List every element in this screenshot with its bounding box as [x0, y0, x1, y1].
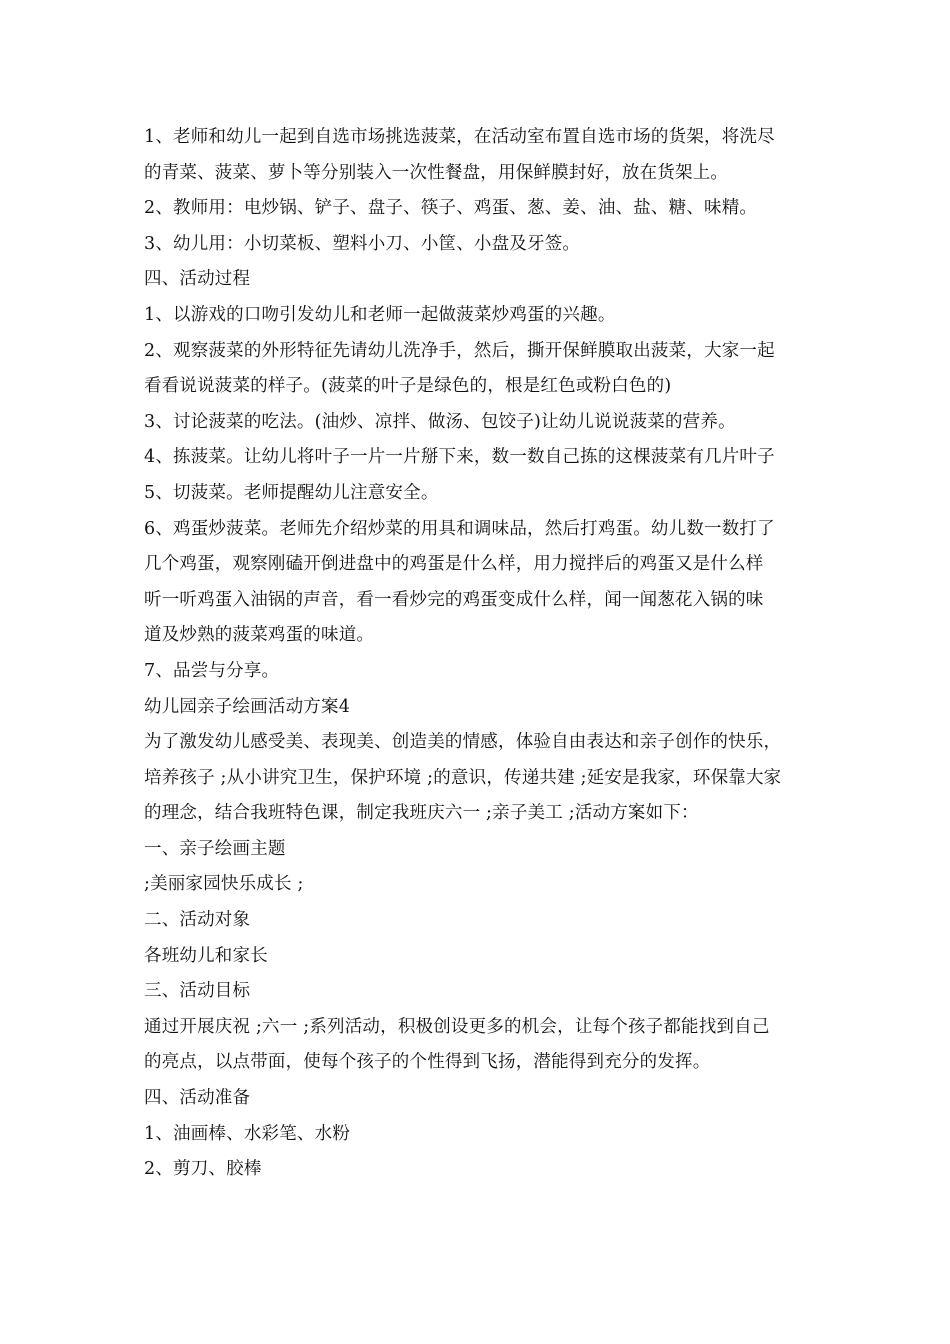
text-line: 5、切菠菜。老师提醒幼儿注意安全。 [144, 482, 439, 503]
section-heading: 四、活动过程 [144, 269, 251, 290]
text-line: 看看说说菠菜的样子。(菠菜的叶子是绿色的，根是红色或粉白色的) [144, 376, 672, 397]
document-body [144, 120, 810, 1188]
text-line: 的理念，结合我班特色课，制定我班庆六一 ;亲子美工 ;活动方案如下： [144, 803, 699, 824]
text-line: 的青菜、菠菜、萝卜等分别装入一次性餐盘，用保鲜膜封好，放在货架上。 [144, 162, 729, 183]
text-line: 几个鸡蛋，观察刚磕开倒进盘中的鸡蛋是什么样，用力搅拌后的鸡蛋又是什么样 [144, 554, 764, 575]
text-line: ;美丽家园快乐成长 ; [144, 874, 304, 895]
text-line: 3、幼儿用：小切菜板、塑料小刀、小筐、小盘及牙签。 [144, 233, 581, 254]
text-line: 1、以游戏的口吻引发幼儿和老师一起做菠菜炒鸡蛋的兴趣。 [144, 304, 616, 325]
text-line: 的亮点，以点带面，使每个孩子的个性得到飞扬，潜能得到充分的发挥。 [144, 1052, 711, 1073]
text-line: 2、教师用：电炒锅、铲子、盘子、筷子、鸡蛋、葱、姜、油、盐、糖、味精。 [144, 198, 758, 219]
document-title: 幼儿园亲子绘画活动方案4 [144, 696, 351, 717]
section-heading: 一、亲子绘画主题 [144, 838, 286, 859]
text-line: 听一听鸡蛋入油锅的声音，看一看炒完的鸡蛋变成什么样，闻一闻葱花入锅的味 [144, 589, 764, 610]
text-line: 7、品尝与分享。 [144, 660, 280, 681]
text-line: 2、剪刀、胶棒 [144, 1159, 262, 1180]
text-line: 4、拣菠菜。让幼儿将叶子一片一片掰下来，数一数自己拣的这棵菠菜有几片叶子 [144, 447, 775, 468]
text-line: 培养孩子 ;从小讲究卫生，保护环境 ;的意识，传递共建 ;延安是我家，环保靠大家 [144, 767, 782, 788]
text-line: 1、老师和幼儿一起到自选市场挑选菠菜，在活动室布置自选市场的货架，将洗尽 [144, 127, 775, 147]
text-line: 1、油画棒、水彩笔、水粉 [144, 1123, 351, 1144]
text-line: 3、讨论菠菜的吃法。(油炒、凉拌、做汤、包饺子)让幼儿说说菠菜的营养。 [144, 411, 736, 432]
text-line: 各班幼儿和家长 [144, 945, 268, 966]
section-heading: 三、活动目标 [144, 981, 251, 1002]
text-line: 2、观察菠菜的外形特征先请幼儿洗净手，然后，撕开保鲜膜取出菠菜，大家一起 [144, 340, 775, 361]
text-line: 6、鸡蛋炒菠菜。老师先介绍炒菜的用具和调味品，然后打鸡蛋。幼儿数一数打了 [144, 518, 775, 539]
section-heading: 四、活动准备 [144, 1088, 251, 1109]
text-line: 通过开展庆祝 ;六一 ;系列活动，积极创设更多的机会，让每个孩子都能找到自己 [144, 1016, 770, 1037]
section-heading: 二、活动对象 [144, 910, 251, 931]
text-line: 为了激发幼儿感受美、表现美、创造美的情感，体验自由表达和亲子创作的快乐， [144, 732, 782, 753]
text-line: 道及炒熟的菠菜鸡蛋的味道。 [144, 625, 375, 646]
